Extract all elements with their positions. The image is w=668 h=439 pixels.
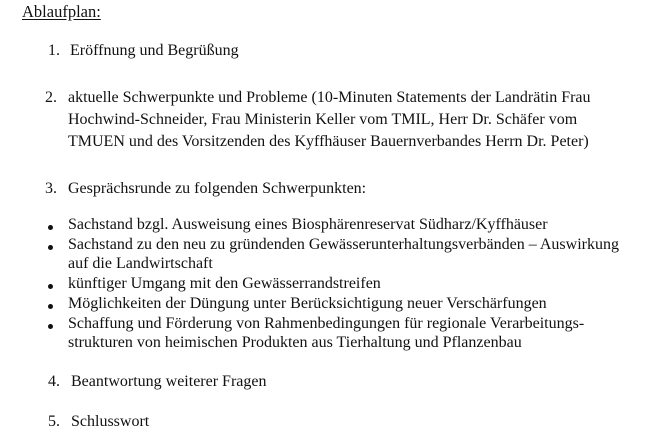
item-text: Eröffnung und Begrüßung bbox=[70, 42, 239, 59]
item-text: Beantwortung weiterer Fragen bbox=[71, 373, 267, 390]
item-number: 2. bbox=[45, 89, 57, 106]
item-number: 4. bbox=[48, 373, 60, 390]
bullet-text: strukturen von heimischen Produkten aus Tierhaltung und Pflanzenbau bbox=[68, 334, 522, 351]
bullet-text: Sachstand bzgl. Ausweisung eines Biosphärenreservat Südharz/Kyffhäuser bbox=[68, 216, 548, 233]
bullet-icon bbox=[48, 324, 53, 329]
item-text: TMUEN und des Vorsitzenden des Kyffhäuser Bauernverbandes Herrn Dr. Peter) bbox=[68, 133, 589, 150]
bullet-icon bbox=[48, 245, 53, 250]
item-text: aktuelle Schwerpunkte und Probleme (10-Minuten Statements der Landrätin Frau bbox=[68, 89, 591, 106]
bullet-text: künftiger Umgang mit den Gewässerrandstreifen bbox=[68, 275, 381, 292]
item-number: 5. bbox=[48, 413, 60, 430]
bullet-text: Möglichkeiten der Düngung unter Berücksichtigung neuer Verschärfungen bbox=[68, 295, 547, 312]
bullet-icon bbox=[48, 284, 53, 289]
item-number: 3. bbox=[45, 180, 57, 197]
bullet-text: auf die Landwirtschaft bbox=[68, 255, 213, 272]
bullet-text: Schaffung und Förderung von Rahmenbedingungen für regionale Verarbeitungs- bbox=[68, 315, 585, 332]
item-text: Schlusswort bbox=[71, 413, 150, 430]
bullet-icon bbox=[48, 225, 53, 230]
item-number: 1. bbox=[48, 42, 60, 59]
bullet-icon bbox=[48, 304, 53, 309]
bullet-text: Sachstand zu den neu zu gründenden Gewässerunterhaltungsverbänden – Auswirkung bbox=[68, 236, 619, 253]
item-text: Gesprächsrunde zu folgenden Schwerpunkten: bbox=[68, 180, 367, 197]
heading: Ablaufplan: bbox=[22, 2, 101, 21]
item-text: Hochwind-Schneider, Frau Ministerin Keller vom TMIL, Herr Dr. Schäfer vom bbox=[68, 111, 578, 128]
